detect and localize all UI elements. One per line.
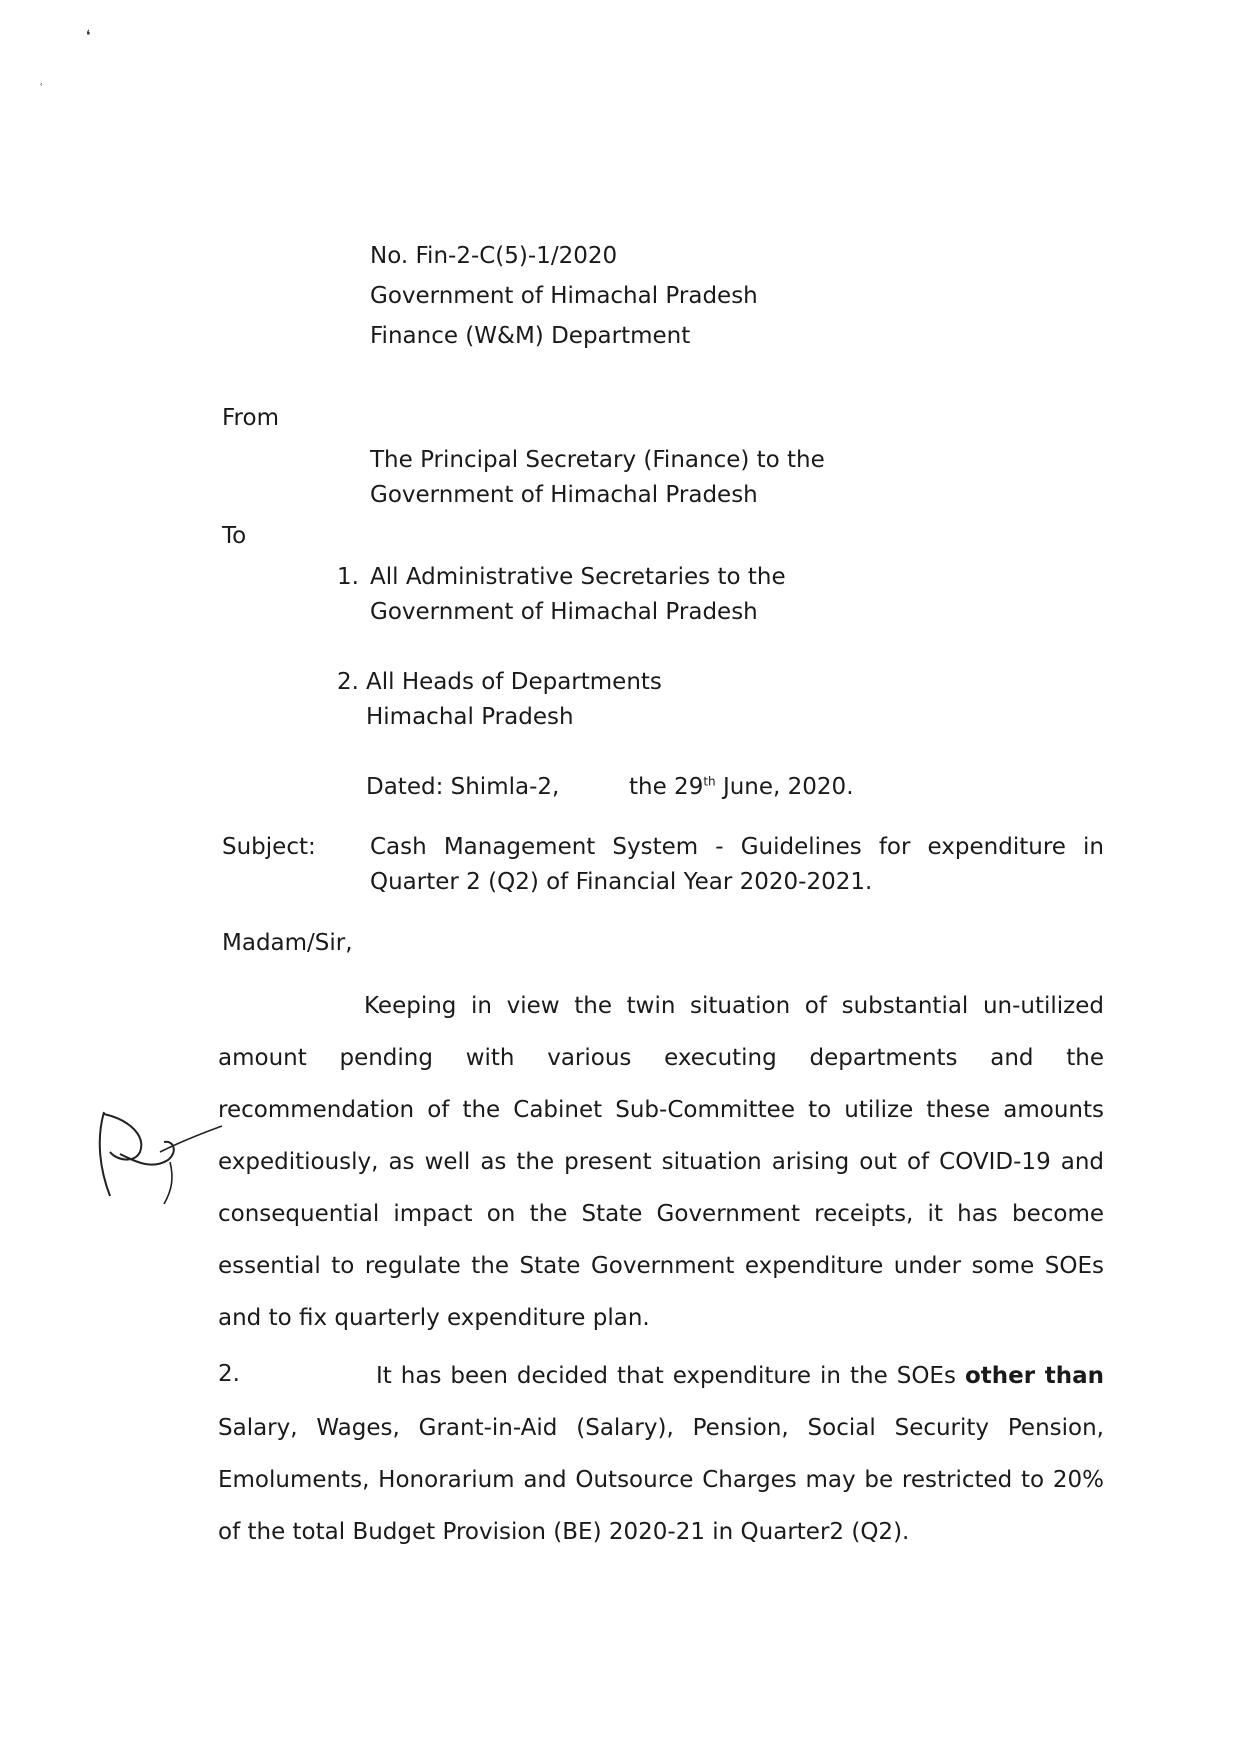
recipient-2-number: 2. [337,669,359,695]
salutation: Madam/Sir, [222,930,353,956]
paragraph-2: It has been decided that expenditure in the SOEs other than Salary, Wages, Grant-in-Aid (Salary), Pension, Social Security Pension, Emoluments, Honorarium and Outsource Charges may be restricted to 20% of the total Budget Provision (BE) 2020-21 in Quarter2 (Q2). [218,1363,1104,1545]
recipient-1-line-2: Government of Himachal Pradesh [370,599,758,625]
scan-speck: ˓ [40,80,44,91]
recipient-1-line-1: All Administrative Secretaries to the [370,564,786,590]
paragraph-1: Keeping in view the twin situation of substantial un-utilized amount pending with various executing departments and the recommendation of the Cabinet Sub-Committee to utilize these amounts expeditiously, as well as the present situation arising out of COVID-19 and consequential impact on the State Government receipts, it has become essential to regulate the State Government expenditure under some SOEs and to fix quarterly expenditure plan. [218,993,1104,1331]
recipient-1-number: 1. [337,564,359,590]
handwritten-signature [90,1100,230,1210]
recipient-2-line-1: All Heads of Departments [366,669,662,695]
government-name: Government of Himachal Pradesh [370,283,758,309]
to-label: To [222,523,247,549]
reference-number: No. Fin-2-C(5)-1/2020 [370,243,618,269]
department-name: Finance (W&M) Department [370,323,691,349]
subject-line-2: Quarter 2 (Q2) of Financial Year 2020-2021. [370,869,873,895]
subject-line-1: Cash Management System - Guidelines for expenditure in [370,834,1104,860]
sender-line-1: The Principal Secretary (Finance) to the [370,447,825,473]
paragraph-2-number: 2. [218,1361,240,1387]
subject-label: Subject: [222,834,316,860]
sender-line-2: Government of Himachal Pradesh [370,482,758,508]
recipient-2-line-2: Himachal Pradesh [366,704,574,730]
scan-speck: ❛ [86,28,91,44]
letter-date: the 29th June, 2020. [629,774,854,800]
from-label: From [222,405,279,431]
dated-place: Dated: Shimla-2, [366,774,560,800]
